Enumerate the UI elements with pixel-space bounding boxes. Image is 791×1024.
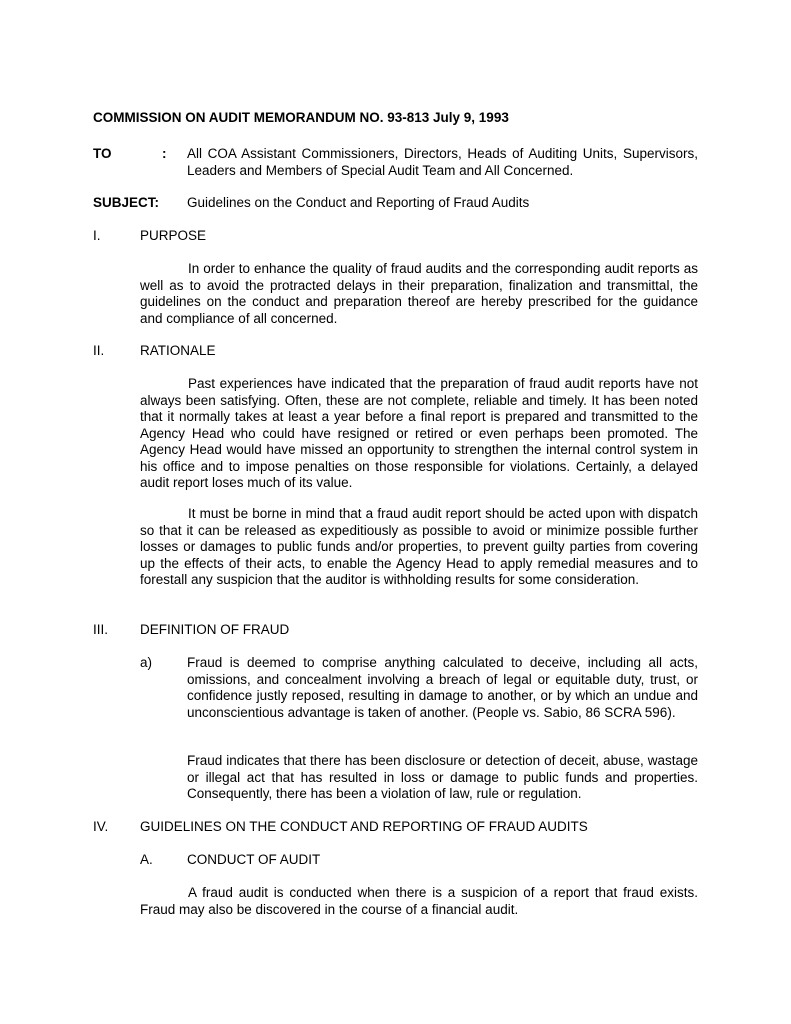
purpose-paragraph-text: In order to enhance the quality of fraud audits and the corresponding audit reports as well as to avoid the protracted delays in their preparation, finalization and transmittal, the guidelines on the conduct and preparation thereof are hereby prescribed for the guidance and compliance of all concerned. <box>140 261 698 326</box>
section-title-guidelines: GUIDELINES ON THE CONDUCT AND REPORTING OF FRAUD AUDITS <box>140 819 588 834</box>
to-recipients <box>187 146 698 179</box>
memo-heading: COMMISSION ON AUDIT MEMORANDUM NO. 93-813 July 9, 1993 <box>93 110 509 125</box>
definition-item-a <box>187 655 698 721</box>
definition-item-a-label: a) <box>140 655 153 670</box>
to-recipients-text: All COA Assistant Commissioners, Directors, Heads of Auditing Units, Supervisors, Leaders and Members of Special Audit Team and All Concerned. <box>187 146 698 178</box>
rationale-paragraph-1 <box>140 376 698 492</box>
subsection-label-a: A. <box>140 852 153 867</box>
conduct-of-audit-paragraph-text: A fraud audit is conducted when there is a suspicion of a report that fraud exists. Fraud may also be discovered in the course of a financial audit. <box>140 885 698 917</box>
subject-label: SUBJECT: <box>93 195 160 210</box>
to-label: TO <box>93 146 112 161</box>
section-number-purpose: I. <box>93 228 101 243</box>
purpose-paragraph <box>140 261 698 327</box>
rationale-paragraph-2 <box>140 506 698 589</box>
section-number-guidelines: IV. <box>93 819 109 834</box>
subject-text: Guidelines on the Conduct and Reporting of Fraud Audits <box>187 195 530 210</box>
section-number-rationale: II. <box>93 343 105 358</box>
section-title-definition: DEFINITION OF FRAUD <box>140 622 290 637</box>
definition-item-a-text-2: Fraud indicates that there has been disclosure or detection of deceit, abuse, wastage or illegal act that has resulted in loss or damage to public funds and properties. Consequently, there has been a violation of law, rule or regulation. <box>187 753 698 801</box>
section-title-rationale: RATIONALE <box>140 343 216 358</box>
definition-item-a-continued <box>187 753 698 803</box>
section-title-purpose: PURPOSE <box>140 228 207 243</box>
conduct-of-audit-paragraph <box>140 885 698 918</box>
rationale-paragraph-1-text: Past experiences have indicated that the preparation of fraud audit reports have not always been satisfying. Often, these are not complete, reliable and timely. It has been noted that it normally takes at least a year before a final report is prepared and transmitted to the Agency Head who could have resigned or retired or even perhaps been promoted. The Agency Head would have missed an opportunity to strengthen the internal control system in his office and to impose penalties on those responsible for violations. Certainly, a delayed audit report loses much of its value. <box>140 376 698 490</box>
to-colon: : <box>162 146 167 161</box>
rationale-paragraph-2-text: It must be borne in mind that a fraud audit report should be acted upon with dispatch so that it can be released as expeditiously as possible to avoid or minimize possible further losses or damages to public funds and/or properties, to prevent guilty parties from covering up the effects of their acts, to enable the Agency Head to apply remedial measures and to forestall any suspicion that the auditor is withholding results for some consideration. <box>140 506 698 587</box>
definition-item-a-text: Fraud is deemed to comprise anything calculated to deceive, including all acts, omissions, and concealment involving a breach of legal or equitable duty, trust, or confidence justly reposed, resulting in damage to another, or by which an undue and unconscientious advantage is taken of another. (People vs. Sabio, 86 SCRA 596). <box>187 655 698 720</box>
subsection-title-conduct-of-audit: CONDUCT OF AUDIT <box>187 852 321 867</box>
section-number-definition: III. <box>93 622 109 637</box>
